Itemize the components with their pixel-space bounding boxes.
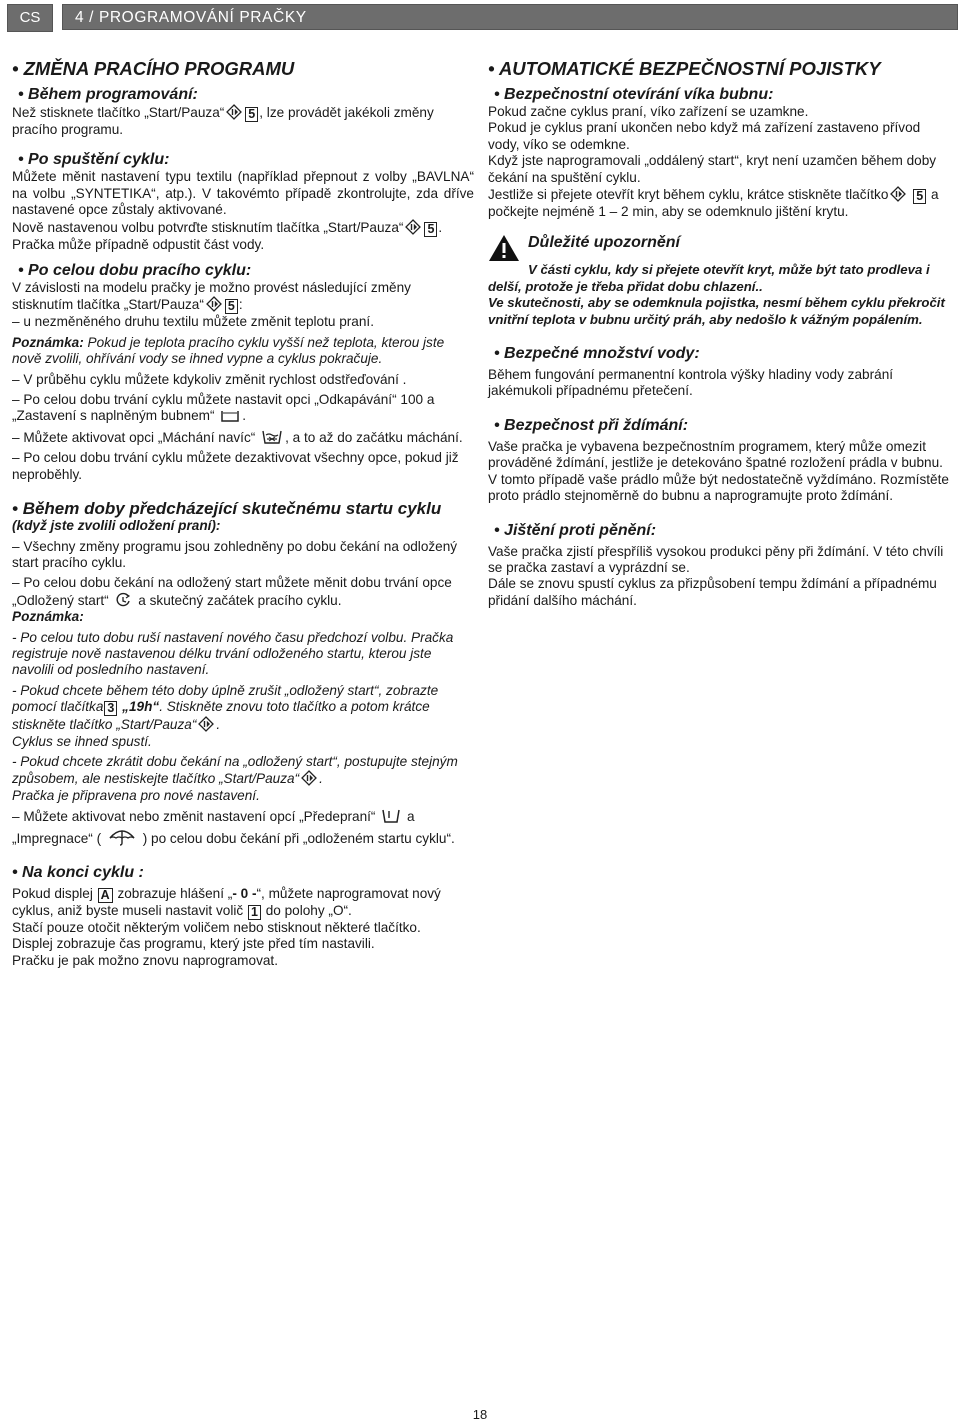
subsection-during-programming: • Během programování: <box>12 85 474 104</box>
paragraph <box>12 219 474 237</box>
text: a „Impregnace“ ( <box>12 809 415 846</box>
warning-title: Důležité upozornění <box>528 234 680 252</box>
paragraph <box>12 886 474 920</box>
text: Než stisknete tlačítko „Start/Pauza“ <box>12 105 225 120</box>
warning-heading <box>528 232 950 252</box>
key-a: A <box>98 888 113 903</box>
text: . <box>319 771 323 787</box>
text: ) po celou dobu čekání při „odloženém startu cyklu“. <box>142 830 455 846</box>
start-pause-icon <box>206 296 222 312</box>
paragraph: Během fungování permanentní kontrola výšky hladiny vody zabrání jakémukoli případnému přetečení. <box>488 367 894 399</box>
paragraph <box>488 186 950 220</box>
subsection-water-safety: • Bezpečné množství vody: <box>488 344 950 363</box>
note-item: Cyklus se ihned spustí. <box>12 733 152 749</box>
paragraph: Dále se znovu spustí cyklus za přizpůsobení tempu ždímání a případnému přidání dalšího máchání. <box>488 576 937 608</box>
subsection-whole-cycle: • Po celou dobu pracího cyklu: <box>12 261 474 280</box>
text: Jestliže si přejete otevřít kryt během cyklu, krátce stiskněte tlačítko <box>488 187 889 203</box>
text: - Pokud chcete zkrátit dobu čekání na „odložený start“, postupujte stejným způsobem, ale nestiskejte tlačítko „Start/Pauza“ <box>12 753 458 787</box>
paragraph: Vaše pračka je vybavena bezpečnostním programem, který může omezit prováděné ždímání, jestliže je detekováno špatné rozložení prádla v bubnu. <box>488 438 943 471</box>
start-pause-icon <box>301 770 317 786</box>
paragraph: Displej zobrazuje čas programu, který jste před tím nastavili. <box>12 936 375 952</box>
dash-item: – u nezměněného druhu textilu můžete změnit teplotu praní. <box>12 314 374 330</box>
text: V závislosti na modelu pračky je možno provést následující změny stisknutím tlačítka „Start/Pauza“ <box>12 280 411 313</box>
impregnation-icon <box>107 826 137 846</box>
warning-icon <box>488 234 520 262</box>
paragraph: Pokud začne cyklus praní, víko zařízení se uzamkne. <box>488 104 809 119</box>
subsection-after-start: • Po spuštění cyklu: <box>12 150 474 169</box>
key-5: 5 <box>424 222 437 237</box>
key-5: 5 <box>245 107 258 122</box>
dash-item: – V průběhu cyklu můžete kdykoliv změnit rychlost odstřeďování . <box>12 371 407 387</box>
subsection-lid-safety: • Bezpečnostní otevírání víka bubnu: <box>488 85 950 104</box>
dash-item: – Po celou dobu trvání cyklu můžete dezaktivovat všechny opce, pokud již neproběhly. <box>12 450 459 482</box>
text: . Stiskněte znovu toto tlačítko a potom krátce stiskněte tlačítko „Start/Pauza“ <box>12 699 430 733</box>
text: a počkejte nejméně 1 – 2 min, aby se odemknulo jištění krytu. <box>488 187 939 220</box>
text: - 0 - <box>232 886 257 901</box>
text: . <box>216 717 221 733</box>
start-pause-icon <box>405 219 421 235</box>
text: , lze provádět jakékoli změny pracího programu. <box>12 105 434 137</box>
note-label: Poznámka: <box>12 334 84 350</box>
language-label: CS <box>7 4 53 32</box>
key-5: 5 <box>913 189 926 204</box>
paragraph: Stačí pouze otočit některým voličem nebo stisknout některé tlačítko. <box>12 920 421 935</box>
dash-item <box>12 808 474 847</box>
text: a skutečný začátek pracího cyklu. <box>138 592 342 608</box>
text: : <box>238 297 243 313</box>
page-number: 18 <box>472 1407 488 1422</box>
text: zobrazuje hlášení „ <box>117 886 233 901</box>
key-5: 5 <box>225 299 238 314</box>
warning-block <box>488 232 950 262</box>
paragraph <box>12 104 474 138</box>
text: , a to až do začátku máchání. <box>285 429 463 445</box>
text: do polohy „O“. <box>265 903 352 918</box>
dash-item <box>12 429 474 446</box>
paragraph: Pokud je cyklus praní ukončen nebo když má zařízení zastaveno přívod vody, víko se odemkne. <box>488 120 921 152</box>
page-header <box>0 4 960 32</box>
note-item: - Po celou tuto dobu ruší nastavení nového času předchozí volbu. Pračka registruje nově nastavenou délku trvání odloženého startu, kterou jste navolili od posledního nastavení. <box>12 629 454 678</box>
subsection-subtitle: (když jste zvolili odložení praní): <box>12 518 221 534</box>
text: „19h“ <box>122 699 160 715</box>
note <box>12 335 474 368</box>
text: . <box>242 408 247 424</box>
dash-item <box>12 392 474 425</box>
note-item <box>12 754 474 788</box>
right-column <box>488 58 950 609</box>
paragraph: Pračka může případně odpustit část vody. <box>12 236 265 252</box>
section-title-change-program: • ZMĚNA PRACÍHO PROGRAMU <box>12 58 474 80</box>
warning-text: Ve skutečnosti, aby se odemknula pojistka, nesmí během cyklu překročit vnitřní teplota v bubnu určitý práh, aby nedošlo k vážným popálením. <box>488 295 945 327</box>
warning-text: V části cyklu, kdy si přejete otevřít kryt, může být tato prodleva i delší, protože je třeba přidat dobu chlazení.. <box>488 262 930 294</box>
text: – Po celou dobu trvání cyklu můžete nastavit opci „Odkapávání“ 100 a „Zastavení s naplněným bubnem“ <box>12 392 435 424</box>
subsection-spin-safety: • Bezpečnost při ždímání: <box>488 416 950 435</box>
paragraph: Vaše pračka zjistí přespříliš vysokou produkci pěny při ždímání. V této chvíli se pračka zastaví a vyprázdní se. <box>488 543 944 575</box>
drum-full-icon <box>220 409 240 423</box>
paragraph: Můžete měnit nastavení typu textilu (například přepnout z volby „BAVLNA“ na volbu „SYNTETIKA“, atp.). V takovémto případě zkontrolujte, zda dříve nastavené opce zůstaly aktivované. <box>12 169 474 218</box>
text: Nově nastavenou volbu potvrďte stisknutím tlačítka „Start/Pauza“ <box>12 219 404 235</box>
start-pause-icon <box>198 716 214 732</box>
paragraph <box>12 280 474 314</box>
note-label: Poznámka: <box>12 609 84 625</box>
left-column <box>12 58 474 969</box>
text: – Můžete aktivovat nebo změnit nastavení opcí „Předepraní“ <box>12 809 376 825</box>
text: – Můžete aktivovat opci „Máchání navíc“ <box>12 429 256 445</box>
text: “, můžete naprogramovat nový cyklus, aniž byste museli nastavit volič <box>12 886 441 918</box>
dash-item <box>12 575 474 609</box>
paragraph: V tomto případě vaše prádlo může být nedostatečně vyždímáno. Rozmístěte proto prádlo stejnoměrně do bubnu a naprogramujte proto ždímání. <box>488 471 949 504</box>
delay-start-icon <box>114 592 132 608</box>
prewash-icon <box>381 808 401 824</box>
start-pause-icon <box>226 104 242 120</box>
key-1: 1 <box>248 905 261 920</box>
text: - Pokud chcete během této doby úplně zrušit „odložený start“, zobrazte pomocí tlačítka <box>12 682 439 715</box>
note-item <box>12 683 474 734</box>
note-text: Pokud je teplota pracího cyklu vyšší než teplota, kterou jste nově zvolili, ohřívání vody se ihned vypne a cyklus pokračuje. <box>12 334 445 367</box>
paragraph: Když jste naprogramovali „oddálený start“, kryt není uzamčen během doby čekání na spuštění cyklu. <box>488 153 937 185</box>
subsection-foam-safety: • Jištění proti pěnění: <box>488 521 950 540</box>
dash-item: – Všechny změny programu jsou zohledněny po dobu čekání na odložený start pracího cyklu. <box>12 538 458 570</box>
text: Pokud displej <box>12 886 93 901</box>
text: . <box>438 219 443 235</box>
start-pause-icon <box>890 186 906 202</box>
paragraph: Pračku je pak možno znovu naprogramovat. <box>12 952 278 968</box>
text: – Po celou dobu čekání na odložený start můžete měnit dobu trvání opce „Odložený start“ <box>12 575 452 608</box>
note-item: Pračka je připravena pro nové nastavení. <box>12 787 260 803</box>
chapter-title: 4 / PROGRAMOVÁNÍ PRAČKY <box>62 4 958 30</box>
subsection-before-start: • Během doby předcházející skutečnému startu cyklu <box>12 499 474 518</box>
extra-rinse-icon <box>261 429 283 445</box>
section-title-safety: • AUTOMATICKÉ BEZPEČNOSTNÍ POJISTKY <box>488 58 950 80</box>
subsection-end-of-cycle: • Na konci cyklu : <box>12 863 474 882</box>
key-3: 3 <box>104 701 117 716</box>
